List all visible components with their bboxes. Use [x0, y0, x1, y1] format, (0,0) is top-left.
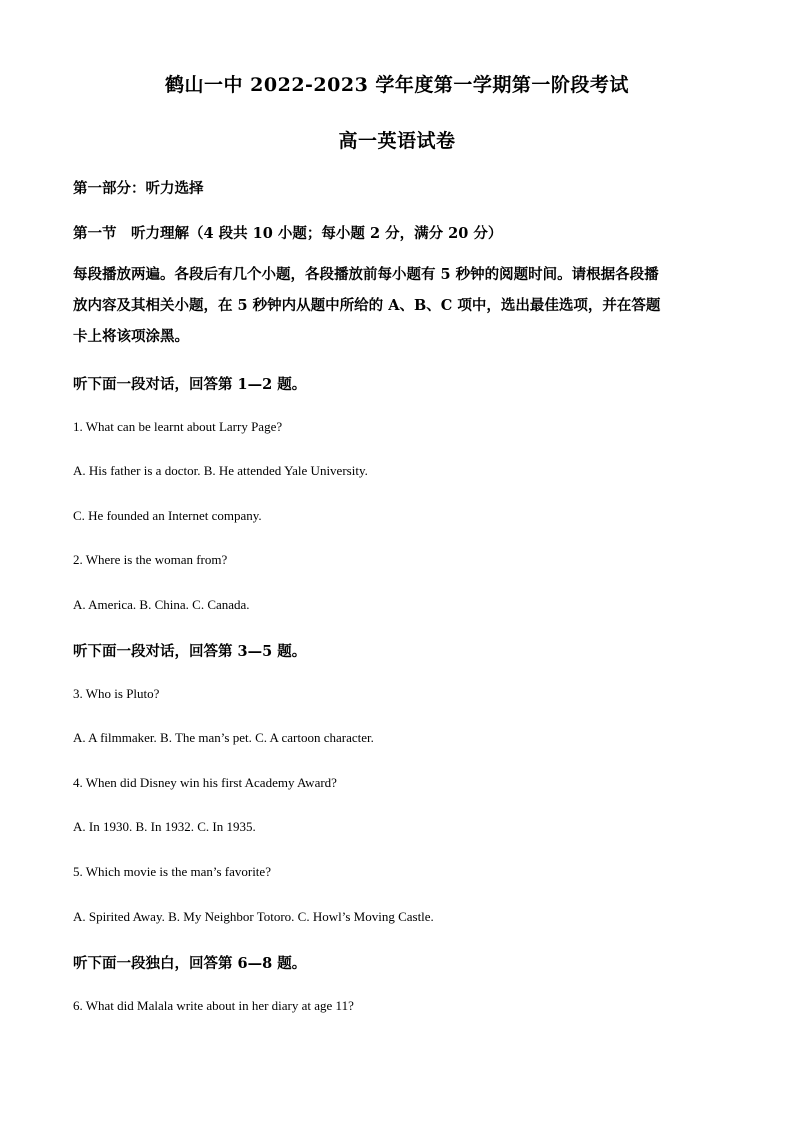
options-line: A. America. B. China. C. Canada.	[73, 597, 250, 612]
part-heading: 第一部分：听力选择	[73, 180, 204, 197]
instructions-paragraph	[73, 259, 721, 352]
exam-title: 鹤山一中 2022-2023 学年度第一学期第一阶段考试	[165, 74, 629, 96]
exam-subtitle: 高一英语试卷	[338, 130, 456, 152]
question-line: 3. Who is Pluto?	[73, 686, 160, 701]
question-line: 4. When did Disney win his first Academy Award?	[73, 775, 337, 790]
question-line: 5. Which movie is the man’s favorite?	[73, 864, 271, 879]
options-line: A. A filmmaker. B. The man’s pet. C. A cartoon character.	[73, 730, 374, 745]
options-line: A. Spirited Away. B. My Neighbor Totoro. C. Howl’s Moving Castle.	[73, 909, 434, 924]
group-prompt: 听下面一段独白，回答第 6—8 题。	[73, 955, 307, 972]
question-line: 1. What can be learnt about Larry Page?	[73, 419, 283, 434]
question-line: 6. What did Malala write about in her diary at age 11?	[73, 998, 354, 1013]
options-line: A. His father is a doctor. B. He attended Yale University.	[73, 463, 368, 478]
instructions-line: 卡上将该项涂黑。	[73, 328, 189, 345]
question-line: 2. Where is the woman from?	[73, 552, 228, 567]
instructions-line: 每段播放两遍。各段后有几个小题，各段播放前每小题有 5 秒钟的阅题时间。请根据各段播	[73, 266, 659, 283]
instructions-line: 放内容及其相关小题，在 5 秒钟内从题中所给的 A、B、C 项中，选出最佳选项，并在答题	[73, 297, 661, 314]
group-prompt: 听下面一段对话，回答第 3—5 题。	[73, 643, 307, 660]
section-heading: 第一节 听力理解（4 段共 10 小题；每小题 2 分，满分 20 分）	[73, 225, 503, 242]
group-prompt: 听下面一段对话，回答第 1—2 题。	[73, 376, 307, 393]
options-line: C. He founded an Internet company.	[73, 508, 262, 523]
options-line: A. In 1930. B. In 1932. C. In 1935.	[73, 819, 256, 834]
